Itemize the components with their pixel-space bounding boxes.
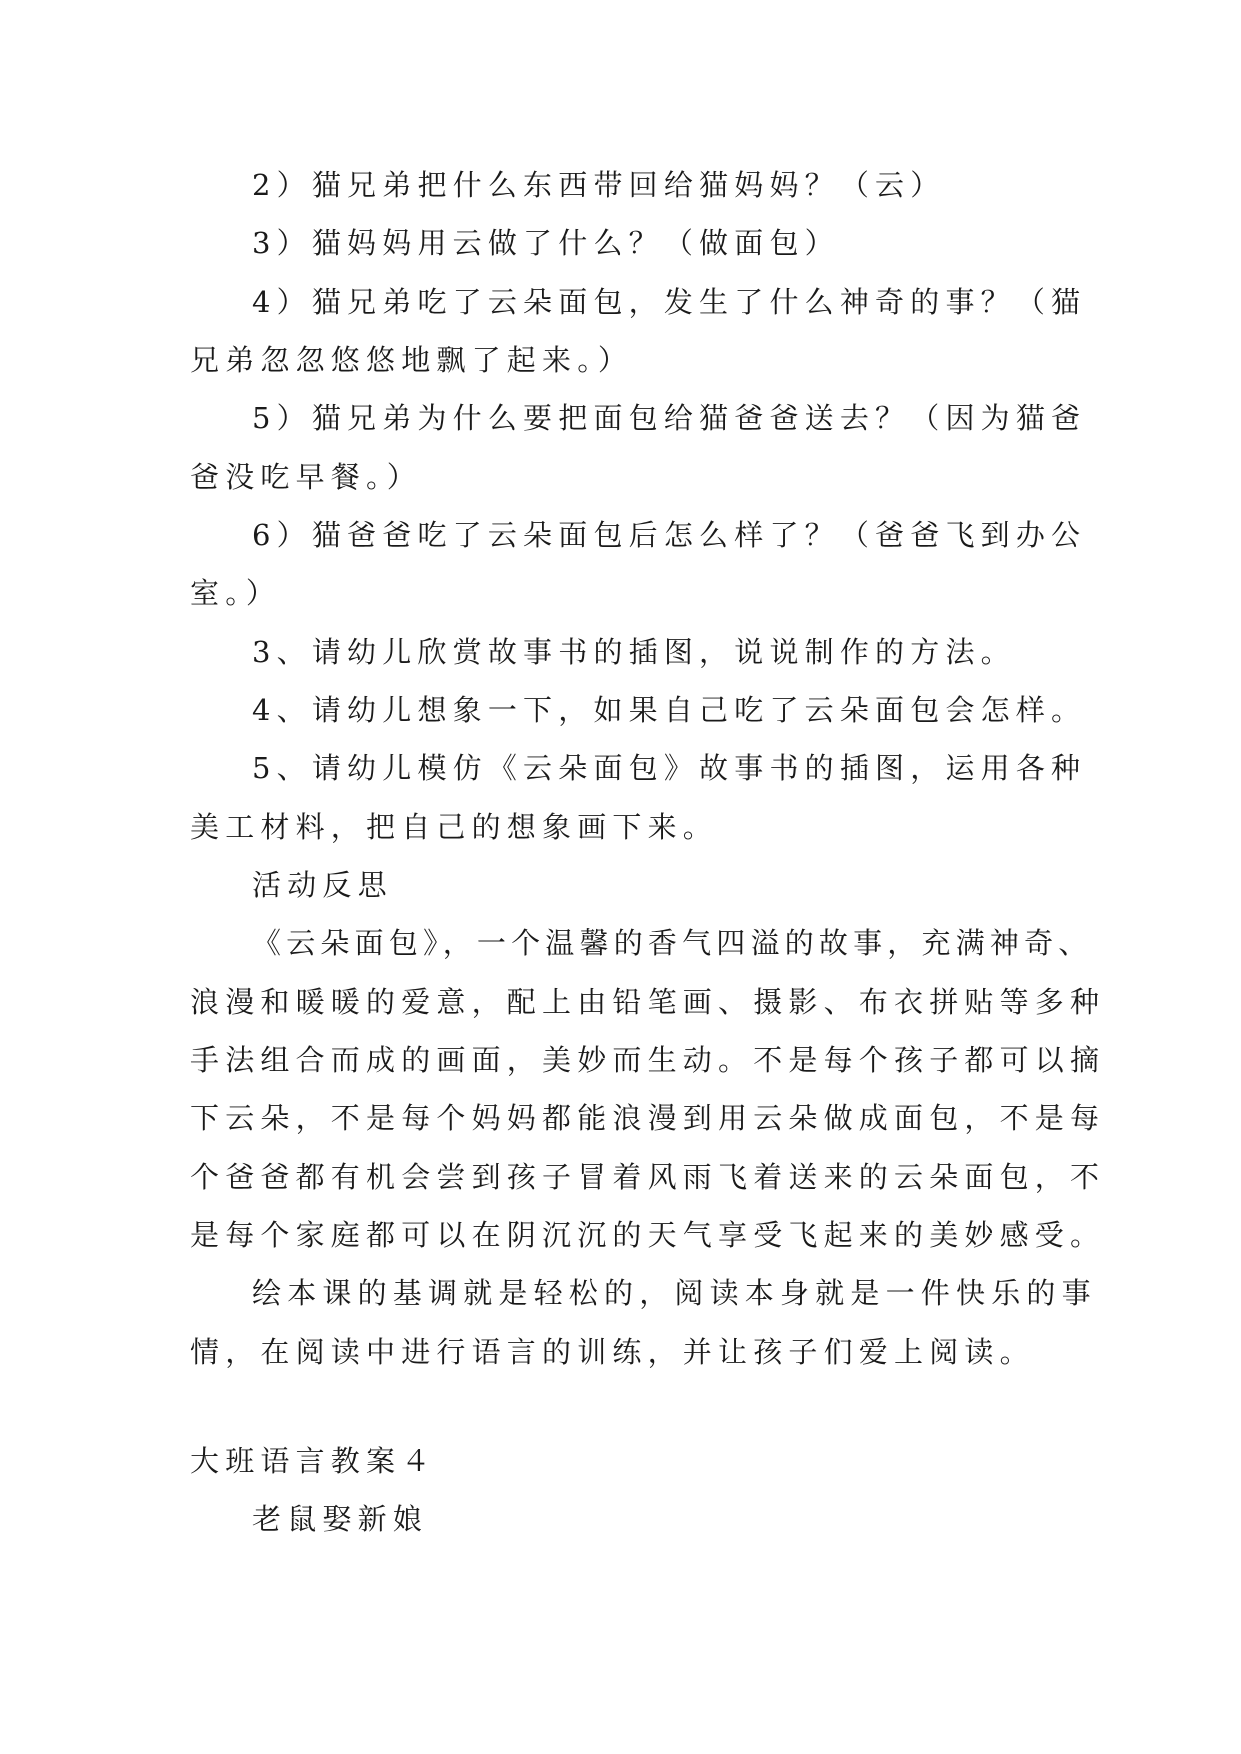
step-5-line-1: 5、请幼儿模仿《云朵面包》故事书的插图，运用各种 (252, 751, 1087, 785)
section-heading-reflection: 活动反思 (252, 868, 393, 902)
reflection-paragraph-1-line-6: 是每个家庭都可以在阴沉沉的天气享受飞起来的美妙感受。 (190, 1218, 1106, 1252)
reflection-paragraph-1-line-2: 浪漫和暖暖的爱意，配上由铅笔画、摄影、布衣拼贴等多种 (190, 985, 1106, 1019)
question-5-line-1: 5）猫兄弟为什么要把面包给猫爸爸送去？（因为猫爸 (252, 401, 1087, 435)
reflection-paragraph-2-line-1: 绘本课的基调就是轻松的，阅读本身就是一件快乐的事 (252, 1276, 1097, 1310)
lesson-subtitle: 老鼠娶新娘 (252, 1502, 429, 1536)
reflection-paragraph-1-line-3: 手法组合而成的画面，美妙而生动。不是每个孩子都可以摘 (190, 1043, 1106, 1077)
question-2: 2）猫兄弟把什么东西带回给猫妈妈？（云） (252, 168, 946, 202)
reflection-paragraph-1-line-1: 《云朵面包》，一个温馨的香气四溢的故事，充满神奇、 (252, 926, 1093, 960)
reflection-paragraph-1-line-4: 下云朵，不是每个妈妈都能浪漫到用云朵做成面包，不是每 (190, 1101, 1106, 1135)
question-4-line-1: 4）猫兄弟吃了云朵面包，发生了什么神奇的事？（猫 (252, 285, 1087, 319)
step-4: 4、请幼儿想象一下，如果自己吃了云朵面包会怎样。 (252, 693, 1087, 727)
reflection-paragraph-1-line-5: 个爸爸都有机会尝到孩子冒着风雨飞着送来的云朵面包，不 (190, 1160, 1106, 1194)
question-4-line-2: 兄弟忽忽悠悠地飘了起来。） (190, 343, 634, 377)
step-3: 3、请幼儿欣赏故事书的插图，说说制作的方法。 (252, 635, 1016, 669)
lesson-plan-title: 大班语言教案４ (190, 1444, 437, 1478)
question-6-line-2: 室。） (190, 576, 282, 610)
question-5-line-2: 爸没吃早餐。） (190, 460, 422, 494)
step-5-line-2: 美工材料，把自己的想象画下来。 (190, 810, 719, 844)
question-6-line-1: 6）猫爸爸吃了云朵面包后怎么样了？（爸爸飞到办公 (252, 518, 1087, 552)
question-3: 3）猫妈妈用云做了什么？（做面包） (252, 226, 840, 260)
reflection-paragraph-2-line-2: 情，在阅读中进行语言的训练，并让孩子们爱上阅读。 (190, 1335, 1035, 1369)
